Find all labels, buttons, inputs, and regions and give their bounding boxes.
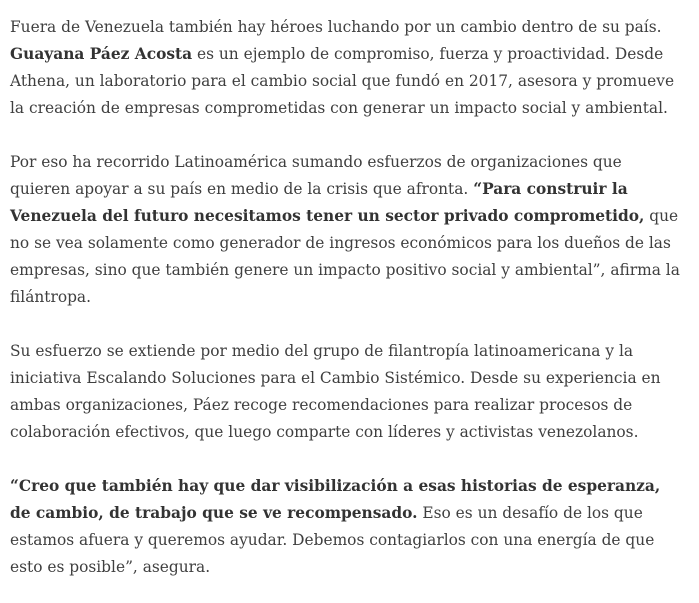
person-name: Guayana Páez Acosta — [10, 45, 193, 63]
text-run: es un ejemplo de compromiso, fuerza y proactividad. Desde Athena, un laboratorio para el cambio social que fundó en 2017, asesora y promueve la creación de empresas comprometidas con generar un impacto social y ambiental. — [10, 45, 675, 117]
paragraph-philanthropy — [10, 338, 680, 446]
paragraph-latin-america — [10, 149, 680, 311]
text-run: que no se vea solamente como generador de ingresos económicos para los dueños de las empresas, sino que también genere un impacto positivo social y ambiental”, afirma la filántropa. — [10, 207, 680, 306]
text-run: Su esfuerzo se extiende por medio del grupo de filantropía latinoamericana y la iniciativa Escalando Soluciones para el Cambio Sistémico. Desde su experiencia en ambas organizaciones, Páez recoge recomendaciones para realizar procesos de colaboración efectivos, que luego comparte con líderes y activistas venezolanos. — [10, 342, 661, 441]
paragraph-intro — [10, 14, 680, 122]
text-run: Eso es un desafío de los que estamos afuera y queremos ayudar. Debemos contagiarlos con una energía de que esto es posible”, asegura. — [10, 504, 655, 576]
bold-quote: “Para construir la Venezuela del futuro necesitamos tener un sector privado comprometido, — [10, 180, 645, 225]
bold-quote: “Creo que también hay que dar visibilización a esas historias de esperanza, de cambio, de trabajo que se ve recompensado. — [10, 477, 661, 522]
paragraph-closing-quote — [10, 473, 680, 581]
text-run: Fuera de Venezuela también hay héroes luchando por un cambio dentro de su país. — [10, 18, 662, 36]
text-run: Por eso ha recorrido Latinoamérica sumando esfuerzos de organizaciones que quieren apoyar a su país en medio de la crisis que afronta. — [10, 153, 622, 198]
